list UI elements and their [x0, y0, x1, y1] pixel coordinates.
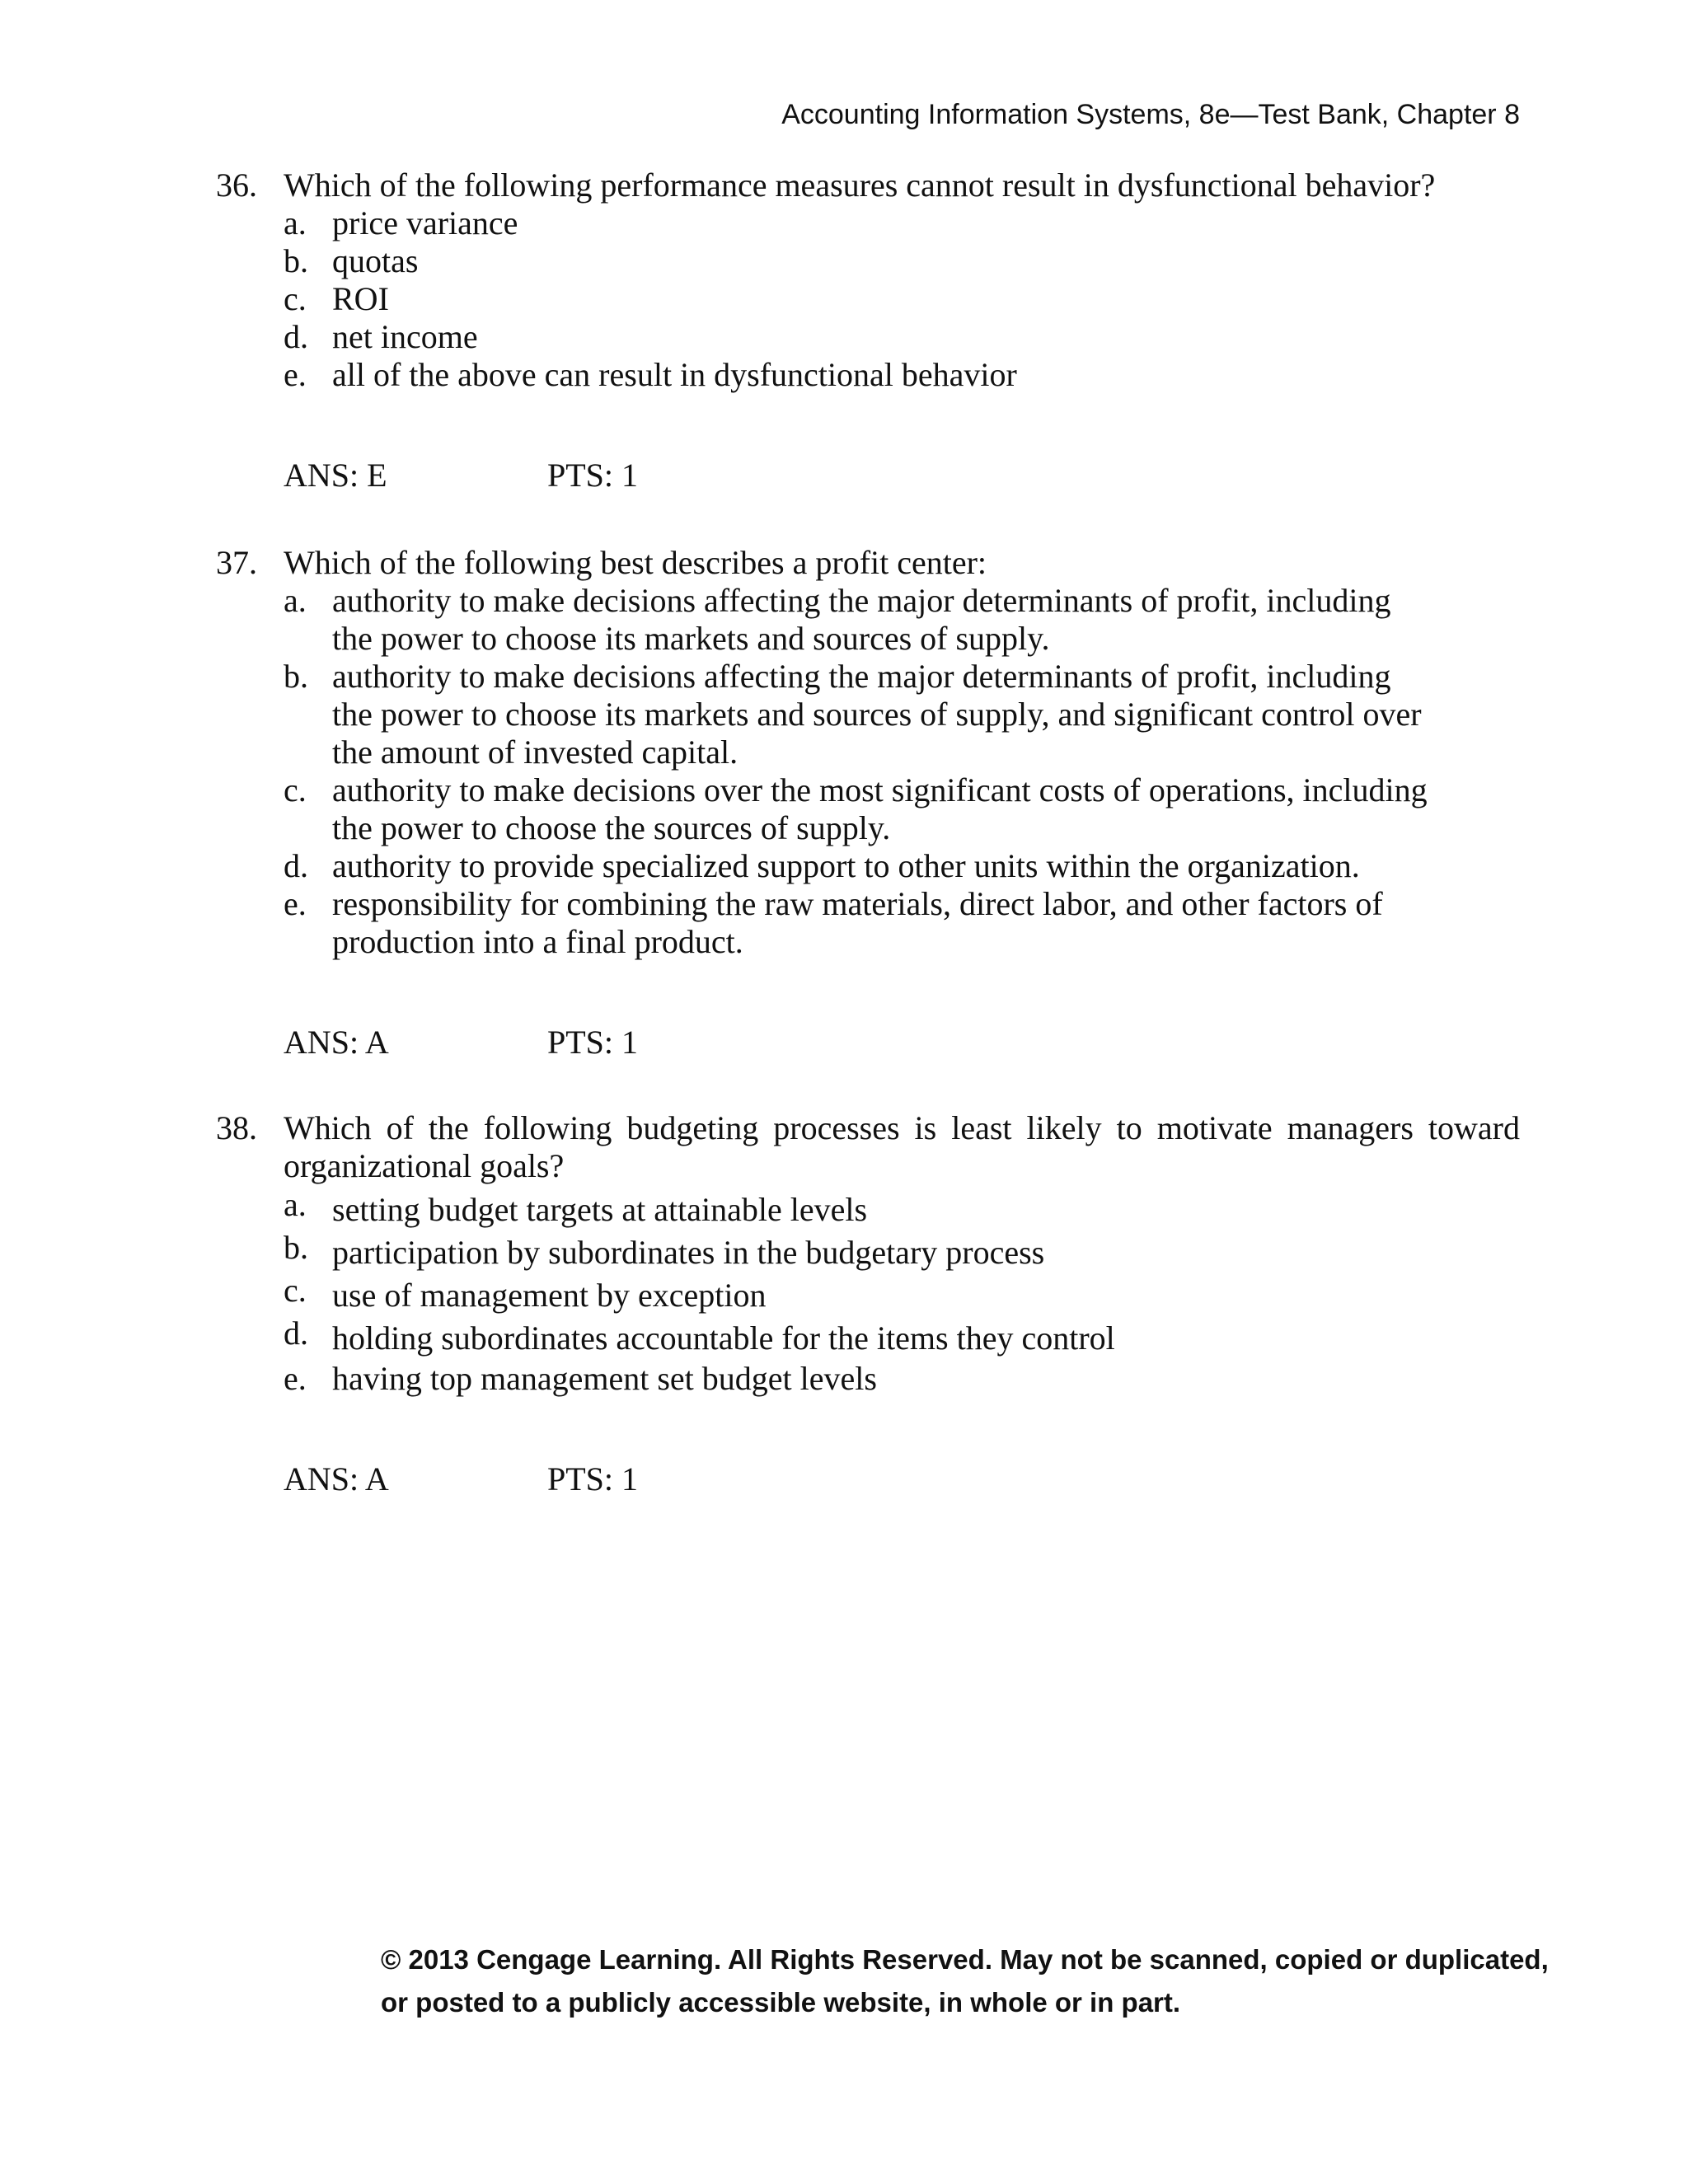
option-text: setting budget targets at attainable levels — [332, 1191, 868, 1228]
option-text: ROI — [332, 280, 389, 317]
option-text: holding subordinates accountable for the items they control — [332, 1319, 1115, 1357]
option-text: authority to make decisions over the most significant costs of operations, including the power to choose the sources of supply. — [332, 771, 1428, 846]
option-e — [284, 885, 1437, 961]
option-text: having top management set budget levels — [332, 1360, 877, 1397]
option-b — [284, 1231, 1520, 1274]
option-text: use of management by exception — [332, 1277, 767, 1314]
option-letter: c. — [284, 771, 307, 808]
option-e — [284, 1360, 1520, 1398]
question-stem — [216, 1109, 1520, 1185]
option-letter: a. — [284, 204, 307, 241]
option-letter: b. — [284, 658, 308, 695]
question-38 — [216, 1109, 1520, 1498]
option-letter: d. — [284, 318, 308, 355]
option-text: price variance — [332, 204, 518, 241]
question-stem — [216, 166, 1520, 204]
option-a — [284, 204, 1520, 242]
answer-key: ANS: E — [284, 457, 387, 494]
option-letter: d. — [284, 1315, 308, 1352]
option-letter: e. — [284, 885, 307, 922]
option-letter: b. — [284, 1229, 308, 1266]
option-text: authority to make decisions affecting the major determinants of profit, including the power to choose its markets and sources of supply, and significant control over the amount of invested capital. — [332, 658, 1422, 771]
points-value: PTS: 1 — [547, 457, 639, 494]
option-c — [284, 1274, 1520, 1317]
points-value: PTS: 1 — [547, 1024, 639, 1061]
question-stem — [216, 544, 1520, 582]
answer-row — [216, 457, 1520, 494]
copyright-line-1: © 2013 Cengage Learning. All Rights Reserved. May not be scanned, copied or duplicated, — [381, 1944, 1549, 1975]
option-list — [216, 1188, 1520, 1398]
question-text: Which of the following budgeting processes is least likely to motivate managers toward organizational goals? — [284, 1109, 1520, 1184]
option-b — [284, 658, 1437, 771]
question-text: Which of the following best describes a profit center: — [284, 544, 987, 581]
option-a — [284, 1188, 1520, 1231]
option-text: net income — [332, 318, 478, 355]
option-letter: a. — [284, 582, 307, 619]
option-d — [284, 318, 1520, 356]
option-letter: c. — [284, 1272, 307, 1309]
copyright-line-2: or posted to a publicly accessible website, in whole or in part. — [381, 1987, 1181, 2018]
option-text: participation by subordinates in the budgetary process — [332, 1234, 1045, 1271]
option-letter: d. — [284, 847, 308, 884]
option-text: all of the above can result in dysfunctional behavior — [332, 356, 1017, 393]
answer-row — [216, 1024, 1520, 1062]
option-letter: e. — [284, 356, 307, 393]
option-d — [284, 1317, 1520, 1360]
option-letter: c. — [284, 280, 307, 317]
option-text: responsibility for combining the raw materials, direct labor, and other factors of production into a final product. — [332, 885, 1383, 960]
option-d — [284, 847, 1437, 885]
option-e — [284, 356, 1520, 394]
answer-key: ANS: A — [284, 1460, 389, 1497]
option-text: authority to make decisions affecting the major determinants of profit, including the power to choose its markets and sources of supply. — [332, 582, 1391, 657]
question-text: Which of the following performance measures cannot result in dysfunctional behavior? — [284, 166, 1436, 204]
copyright-footer — [381, 1938, 1576, 2024]
option-text: quotas — [332, 242, 419, 279]
question-37 — [216, 544, 1520, 1062]
answer-row — [216, 1460, 1520, 1498]
question-number: 38. — [216, 1109, 257, 1146]
question-36 — [216, 166, 1520, 494]
option-c — [284, 771, 1437, 847]
question-number: 37. — [216, 544, 257, 581]
option-b — [284, 242, 1520, 280]
option-letter: b. — [284, 242, 308, 279]
option-letter: a. — [284, 1186, 307, 1223]
option-list — [216, 204, 1520, 394]
points-value: PTS: 1 — [547, 1460, 639, 1497]
option-letter: e. — [284, 1360, 307, 1397]
option-text: authority to provide specialized support to other units within the organization. — [332, 847, 1360, 884]
option-a — [284, 582, 1437, 658]
running-header: Accounting Information Systems, 8e—Test Bank, Chapter 8 — [781, 99, 1520, 130]
answer-key: ANS: A — [284, 1024, 389, 1061]
question-number: 36. — [216, 166, 257, 204]
option-list — [216, 582, 1437, 961]
option-c — [284, 280, 1520, 318]
